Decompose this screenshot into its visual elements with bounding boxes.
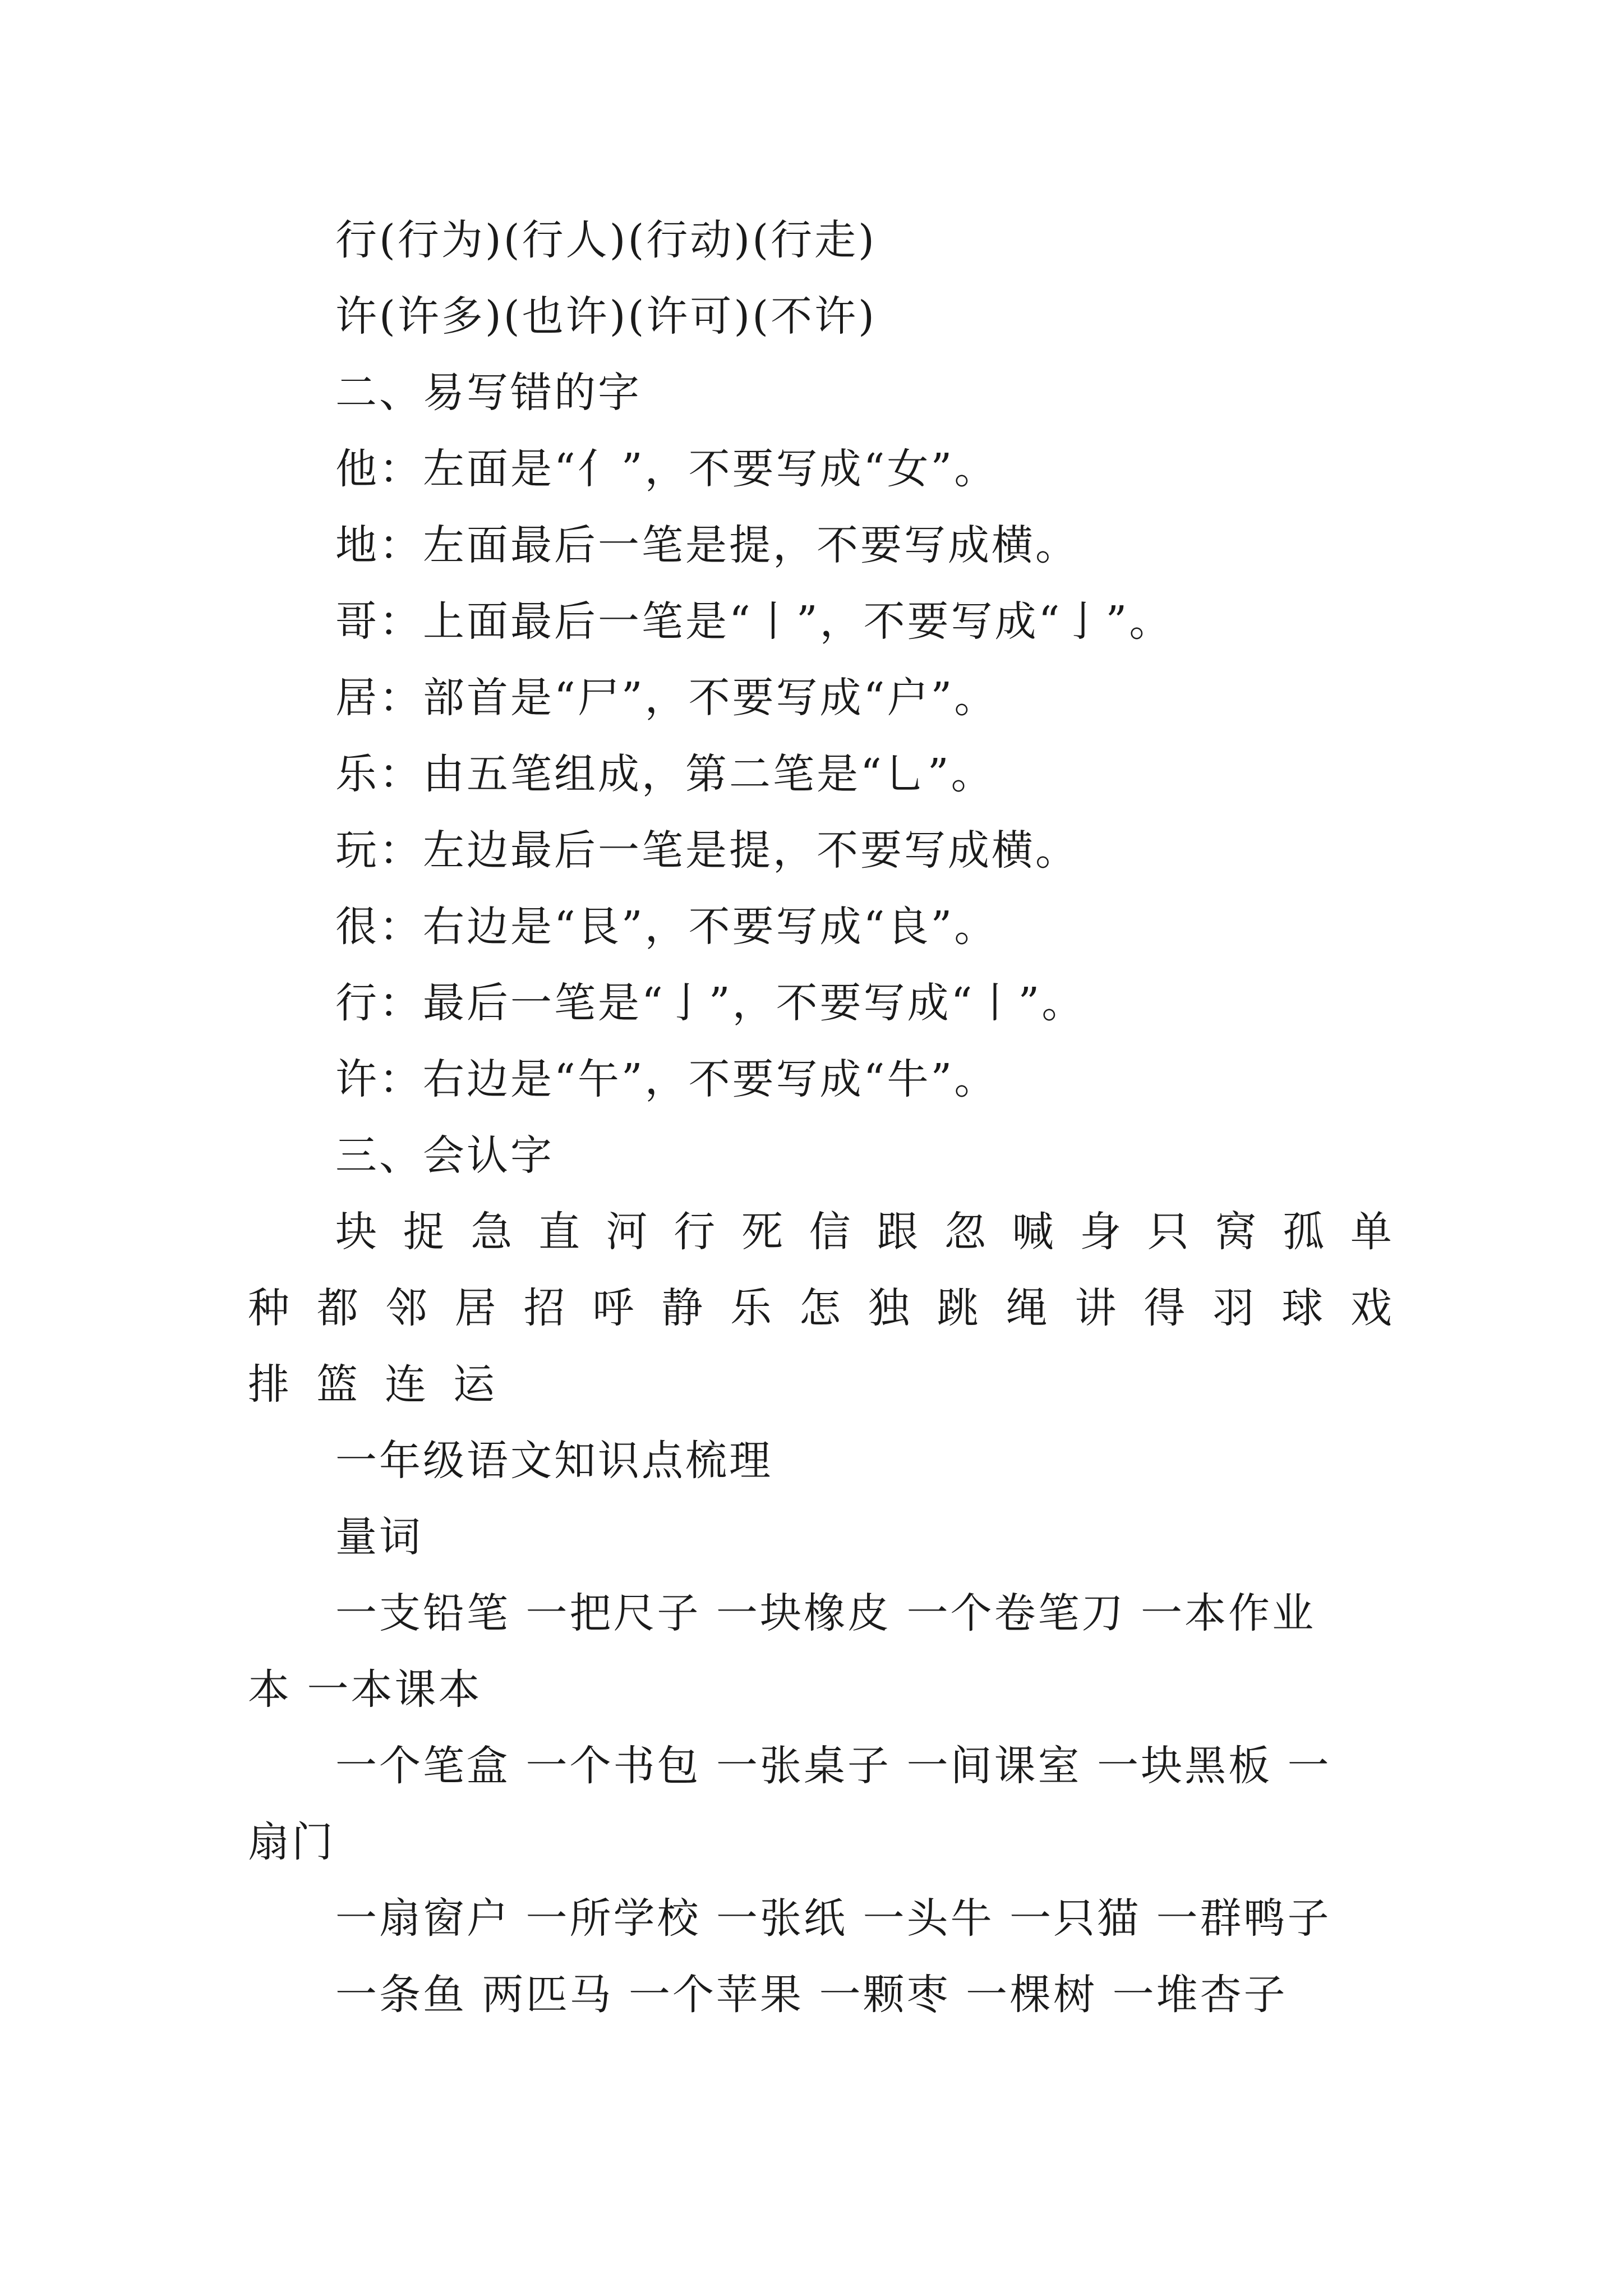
- char: 块: [335, 1208, 377, 1256]
- char-row-2: [248, 1280, 1392, 1336]
- section-heading: 一年级语文知识点梳理: [335, 1437, 773, 1485]
- char: 篮: [316, 1360, 358, 1409]
- text-line: 一个笔盒 一个书包 一张桌子 一间课室 一块黑板 一: [335, 1742, 1331, 1790]
- char: 只: [1147, 1208, 1189, 1256]
- char: 直: [538, 1208, 580, 1256]
- char: 忽: [944, 1208, 986, 1256]
- char: 跟: [877, 1208, 919, 1256]
- char: 静: [661, 1284, 703, 1332]
- char: 都: [316, 1284, 358, 1332]
- text-line: 行(行为)(行人)(行动)(行走): [335, 216, 877, 264]
- text-line: 玩：左边最后一笔是提，不要写成横。: [335, 826, 1079, 875]
- text-line: 一扇窗户 一所学校 一张纸 一头牛 一只猫 一群鸭子: [335, 1894, 1331, 1943]
- char: 邻: [385, 1284, 427, 1332]
- char: 身: [1080, 1208, 1122, 1256]
- char: 排: [248, 1360, 289, 1409]
- char: 绳: [1006, 1284, 1048, 1332]
- text-line: 他：左面是“亻”，不要写成“女”。: [335, 445, 998, 493]
- char: 窝: [1215, 1208, 1257, 1256]
- char: 羽: [1212, 1284, 1255, 1332]
- section-heading: 三、会认字: [335, 1131, 554, 1180]
- char: 得: [1144, 1284, 1186, 1332]
- text-line: 居：部首是“尸”，不要写成“户”。: [335, 674, 998, 722]
- text-line: 一条鱼 两匹马 一个苹果 一颗枣 一棵树 一堆杏子: [335, 1971, 1288, 2019]
- text-line: 本 一本课本: [248, 1665, 482, 1714]
- char: 连: [385, 1360, 426, 1409]
- char: 讲: [1075, 1284, 1117, 1332]
- text-line: 扇门: [248, 1818, 335, 1866]
- char-row-3: [248, 1356, 495, 1412]
- char: 急: [471, 1208, 513, 1256]
- char: 独: [868, 1284, 910, 1332]
- char: 招: [523, 1284, 565, 1332]
- char: 球: [1281, 1284, 1324, 1332]
- char: 种: [248, 1284, 289, 1332]
- char: 戏: [1350, 1284, 1392, 1332]
- section-heading: 二、易写错的字: [335, 369, 642, 417]
- text-line: 行：最后一笔是“亅”，不要写成“丨”。: [335, 979, 1086, 1027]
- section-heading: 量词: [335, 1513, 423, 1561]
- char: 孤: [1283, 1208, 1325, 1256]
- char: 居: [454, 1284, 496, 1332]
- text-line: 很：右边是“艮”，不要写成“良”。: [335, 903, 998, 951]
- char: 单: [1350, 1208, 1392, 1256]
- char: 行: [674, 1208, 716, 1256]
- char: 乐: [730, 1284, 772, 1332]
- char: 河: [606, 1208, 648, 1256]
- char-row-1: [335, 1204, 1392, 1260]
- text-line: 乐：由五笔组成，第二笔是“乚”。: [335, 750, 995, 798]
- char: 信: [809, 1208, 851, 1256]
- char: 跳: [937, 1284, 979, 1332]
- char: 运: [453, 1360, 495, 1409]
- char: 喊: [1012, 1208, 1054, 1256]
- char: 捉: [403, 1208, 445, 1256]
- text-line: 许(许多)(也许)(许可)(不许): [335, 292, 877, 341]
- text-line: 许：右边是“午”，不要写成“牛”。: [335, 1055, 998, 1103]
- text-line: 一支铅笔 一把尺子 一块橡皮 一个卷笔刀 一本作业: [335, 1589, 1316, 1637]
- char: 死: [741, 1208, 783, 1256]
- char: 呼: [592, 1284, 634, 1332]
- text-line: 哥：上面最后一笔是“丨”，不要写成“亅”。: [335, 597, 1173, 646]
- char: 怎: [799, 1284, 841, 1332]
- text-line: 地：左面最后一笔是提，不要写成横。: [335, 521, 1079, 569]
